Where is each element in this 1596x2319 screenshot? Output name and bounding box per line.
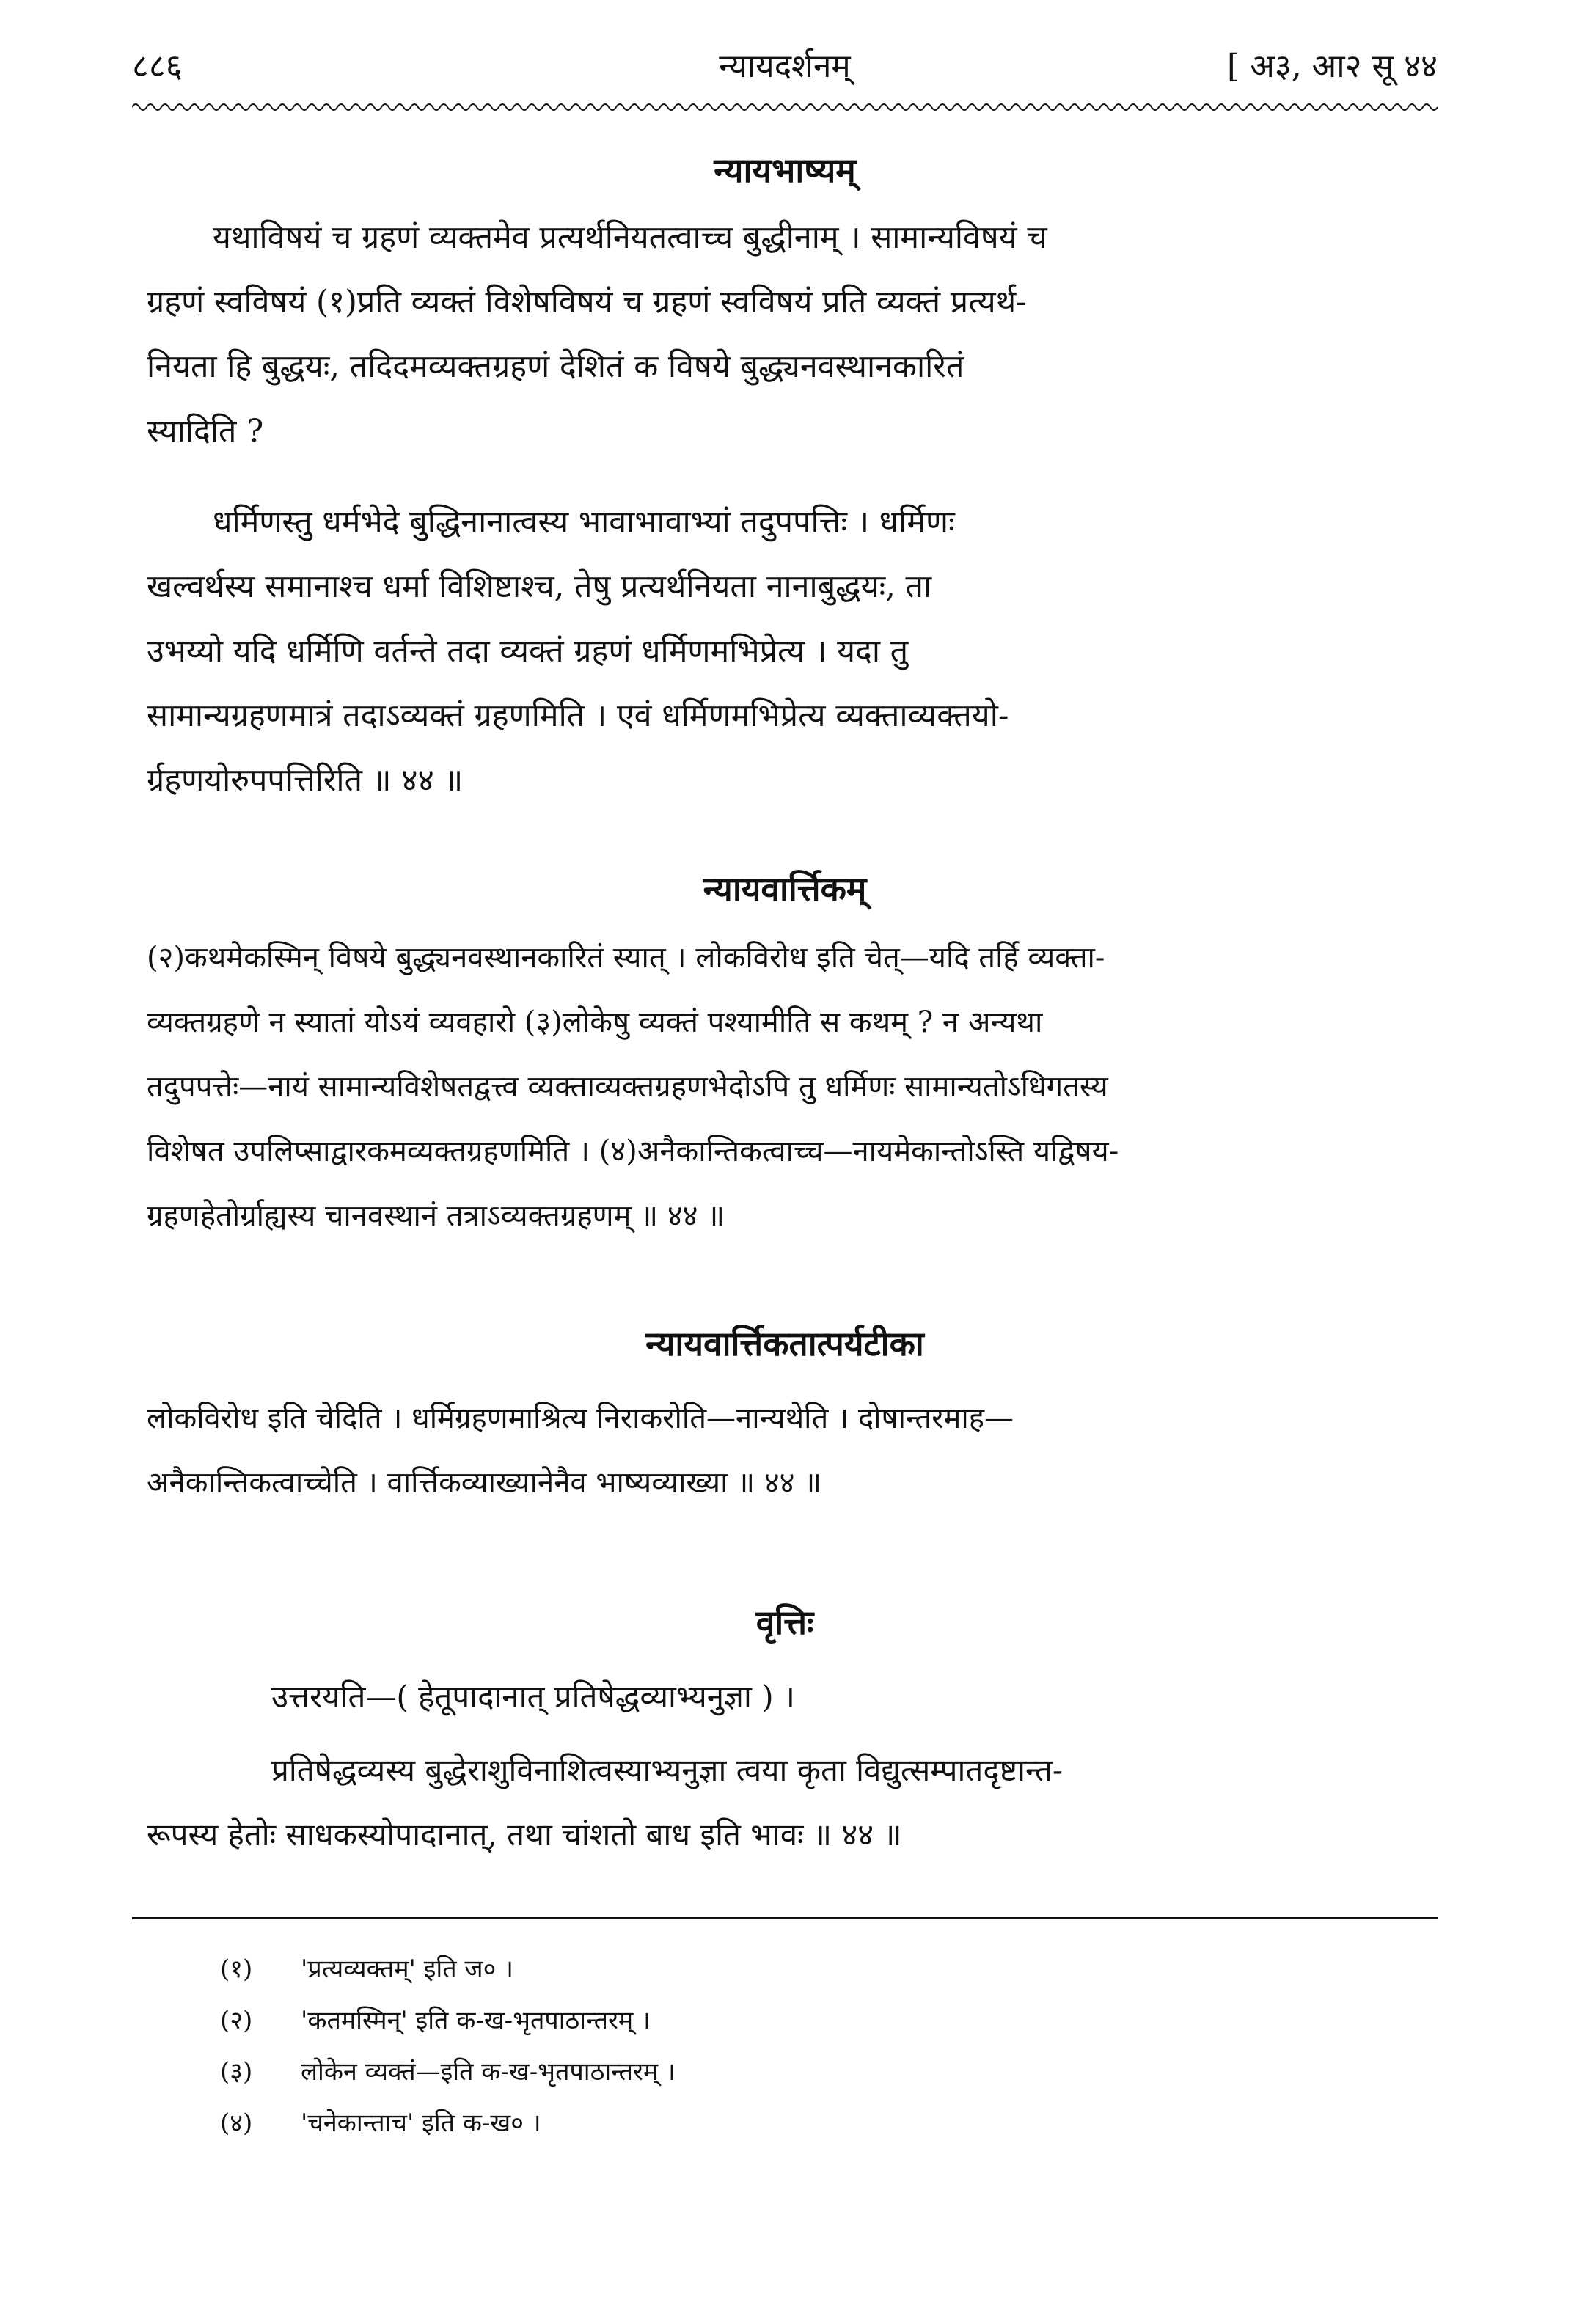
section-reference: [ अ३, आ२ सू ४४ <box>1227 48 1438 85</box>
page-number: ८८६ <box>132 48 183 85</box>
text-line: र्ग्रहणयोरुपपत्तिरिति ॥ ४४ ॥ <box>147 762 464 799</box>
text-line: लोकविरोध इति चेदिति । धर्मिग्रहणमाश्रित्य निराकरोति—नान्यथेति । दोषान्तरमाह— <box>147 1402 1014 1435</box>
text-line: धर्मिणस्तु धर्मभेदे बुद्धिनानात्वस्य भावाभावाभ्यां तदुपपत्तिः । धर्मिणः <box>213 504 955 541</box>
text-line: ग्रहणहेतोर्ग्राह्यस्य चानवस्थानं तत्राऽव्यक्तग्रहणम् ॥ ४४ ॥ <box>147 1199 725 1233</box>
text-line: यथाविषयं च ग्रहणं व्यक्तमेव प्रत्यर्थनियतत्वाच्च बुद्धीनाम् । सामान्यविषयं च <box>213 219 1047 256</box>
page-header <box>132 43 1438 94</box>
heading-nyaya-vartika: न्यायवार्त्तिकम् <box>703 869 867 909</box>
text-line: विशेषत उपलिप्साद्वारकमव्यक्तग्रहणमिति । (४)अनैकान्तिकत्वाच्च—नायमेकान्तोऽस्ति यद्विषय- <box>147 1135 1119 1168</box>
tika-paragraph <box>147 1386 1438 1515</box>
vartika-paragraph <box>147 926 1438 1248</box>
text-line: उत्तरयति—( हेतूपादानात् प्रतिषेद्धव्याभ्यनुज्ञा ) । <box>271 1679 795 1715</box>
text-line: सामान्यग्रहणमात्रं तदाऽव्यक्तं ग्रहणमिति । एवं धर्मिणमभिप्रेत्य व्यक्ताव्यक्तयो- <box>147 697 1009 734</box>
text-line: नियता हि बुद्धयः, तदिदमव्यक्तग्रहणं देशितं क विषये बुद्ध्यनवस्थानकारितं <box>147 348 964 385</box>
text-line: (२)कथमेकस्मिन् विषये बुद्ध्यनवस्थानकारितं स्यात् । लोकविरोध इति चेत्—यदि तर्हि व्यक्ता- <box>147 941 1105 975</box>
heading-nyaya-bhashya: न्यायभाष्यम् <box>714 150 856 190</box>
text-line: खल्वर्थस्य समानाश्च धर्मा विशिष्टाश्च, तेषु प्रत्यर्थनियता नानाबुद्धयः, ता <box>147 568 932 605</box>
footnote: (१) 'प्रत्यव्यक्तम्' इति ज० । <box>220 1955 513 1984</box>
footnote: (४) 'चनेकान्ताच' इति क-ख० । <box>220 2109 541 2138</box>
vritti-line-1 <box>271 1665 1438 1729</box>
vritti-paragraph <box>147 1738 1438 1867</box>
text-line: व्यक्तग्रहणे न स्यातां योऽयं व्यवहारो (३)लोकेषु व्यक्तं पश्यामीति स कथम् ? न अन्यथा <box>147 1005 1043 1039</box>
text-line: उभय्यो यदि धर्मिणि वर्तन्ते तदा व्यक्तं ग्रहणं धर्मिणमभिप्रेत्य । यदा तु <box>147 633 909 670</box>
text-line: प्रतिषेद्धव्यस्य बुद्धेराशुविनाशित्वस्याभ्यनुज्ञा त्वया कृता विद्युत्सम्पातदृष्टान्त- <box>271 1752 1064 1788</box>
bhashya-paragraph-1 <box>147 205 1438 464</box>
footnotes <box>220 1944 1394 2149</box>
text-line: ग्रहणं स्वविषयं (१)प्रति व्यक्तं विशेषविषयं च ग्रहणं स्वविषयं प्रति व्यक्तं प्रत्यर्थ- <box>147 284 1027 320</box>
bhashya-paragraph-2 <box>147 490 1438 813</box>
text-line: तदुपपत्तेः—नायं सामान्यविशेषतद्वत्त्व व्यक्ताव्यक्तग्रहणभेदोऽपि तु धर्मिणः सामान्यतोऽधिगतस्य <box>147 1070 1108 1104</box>
text-line: अनैकान्तिकत्वाच्चेति । वार्त्तिकव्याख्यानेनैव भाष्यव्याख्या ॥ ४४ ॥ <box>147 1466 822 1500</box>
footnote-divider <box>132 1917 1438 1919</box>
text-line: रूपस्य हेतोः साधकस्योपादानात्, तथा चांशतो बाध इति भावः ॥ ४४ ॥ <box>147 1817 902 1853</box>
running-title: न्यायदर्शनम् <box>719 48 851 85</box>
heading-tatparya-tika: न्यायवार्त्तिकतात्पर्यटीका <box>645 1324 924 1363</box>
heading-vritti: वृत्तिः <box>755 1602 814 1642</box>
text-line: स्यादिति ? <box>147 413 264 450</box>
footnote: (३) लोकेन व्यक्तं—इति क-ख-भृतपाठान्तरम् । <box>220 2057 676 2087</box>
header-wavy-rule <box>132 101 1438 113</box>
footnote: (२) 'कतमस्मिन्' इति क-ख-भृतपाठान्तरम् । <box>220 2006 651 2035</box>
